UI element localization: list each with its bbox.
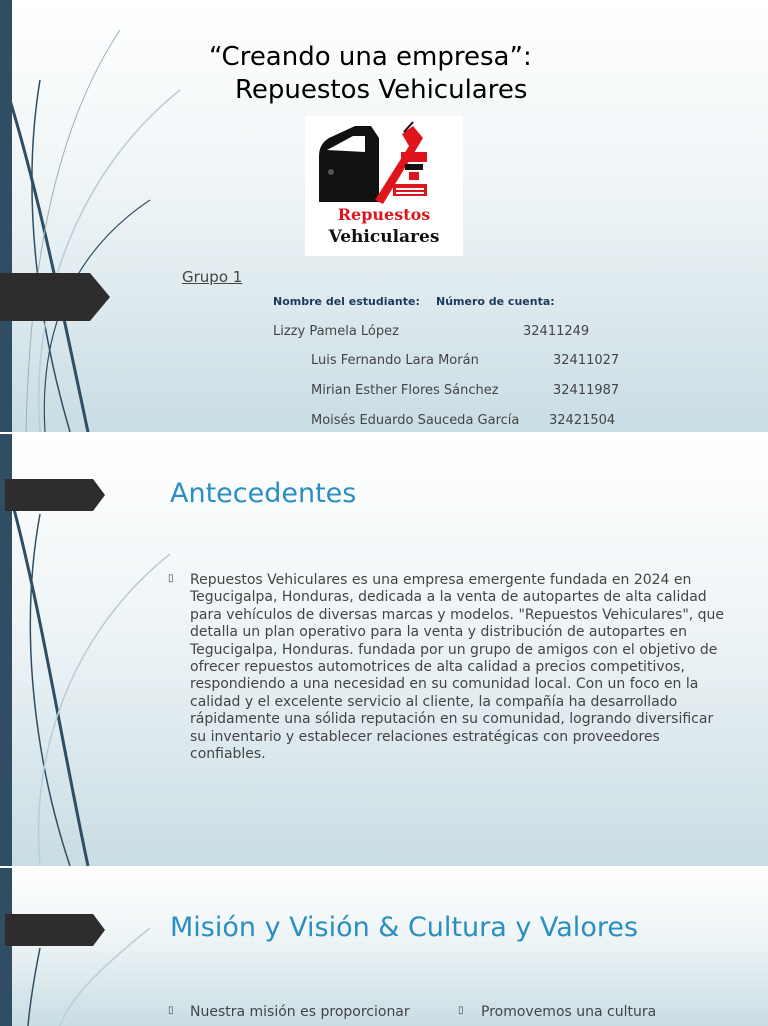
paragraph-cultura: Promovemos una cultura xyxy=(481,1004,657,1020)
member-account: 32411027 xyxy=(553,353,620,368)
column-header-account: Número de cuenta: xyxy=(436,295,555,308)
member-name: Mirian Esther Flores Sánchez xyxy=(311,383,499,398)
decorative-swoosh xyxy=(0,0,200,432)
bullet-icon: ▯ xyxy=(458,1005,464,1016)
company-logo xyxy=(305,116,463,256)
member-name: Luis Fernando Lara Morán xyxy=(311,353,479,368)
slide-title xyxy=(0,0,768,432)
left-accent-bar xyxy=(0,0,12,432)
logo-text-line-2: Vehiculares xyxy=(328,227,440,247)
slide-antecedentes xyxy=(0,432,768,866)
bullet-icon: ▯ xyxy=(168,1005,174,1016)
member-name: Moisés Eduardo Sauceda García xyxy=(311,413,520,428)
slide-tab-arrow xyxy=(0,273,110,321)
logo-text-line-1: Repuestos xyxy=(337,205,431,224)
slide-tab-arrow xyxy=(0,479,110,511)
slide-mision-vision xyxy=(0,866,768,1026)
title-line-1: “Creando una empresa”: xyxy=(209,42,532,72)
car-icon xyxy=(319,126,379,202)
section-heading: Misión y Visión & Cultura y Valores xyxy=(170,912,639,943)
member-account: 32411249 xyxy=(523,324,590,339)
decorative-swoosh xyxy=(0,868,200,1026)
paragraph-antecedentes: Repuestos Vehiculares es una empresa emergente fundada en 2024 en Tegucigalpa, Honduras, dedicada a la venta de autopartes de alta calidad para vehículos de diversas marcas y modelos. "Repuestos Vehiculares", que detalla un plan operativo para la venta y distribución de autopartes en Tegucigalpa, Honduras. fundada por un grupo de amigos con el objetivo de ofrecer repuestos automotrices de alta calidad a precios competitivos, respondiendo a una necesidad en su comunidad local. Con un foco en la calidad y el excelente servicio al cliente, la compañía ha desarrollado rápidamente una sólida reputación en su comunidad, logrando diversificar su inventario y establecer relaciones estratégicas con proveedores confiables. xyxy=(190,572,725,763)
member-account: 32421504 xyxy=(549,413,616,428)
member-name: Lizzy Pamela López xyxy=(273,324,399,339)
member-account: 32411987 xyxy=(553,383,620,398)
bullet-icon: ▯ xyxy=(168,573,174,584)
paragraph-mision: Nuestra misión es proporcionar xyxy=(190,1004,410,1020)
group-label: Grupo 1 xyxy=(182,268,243,286)
title-line-2: Repuestos Vehiculares xyxy=(235,75,528,105)
left-accent-bar xyxy=(0,868,12,1026)
section-heading: Antecedentes xyxy=(170,478,357,509)
column-header-name: Nombre del estudiante: xyxy=(273,295,420,308)
slide-tab-arrow xyxy=(0,914,110,946)
